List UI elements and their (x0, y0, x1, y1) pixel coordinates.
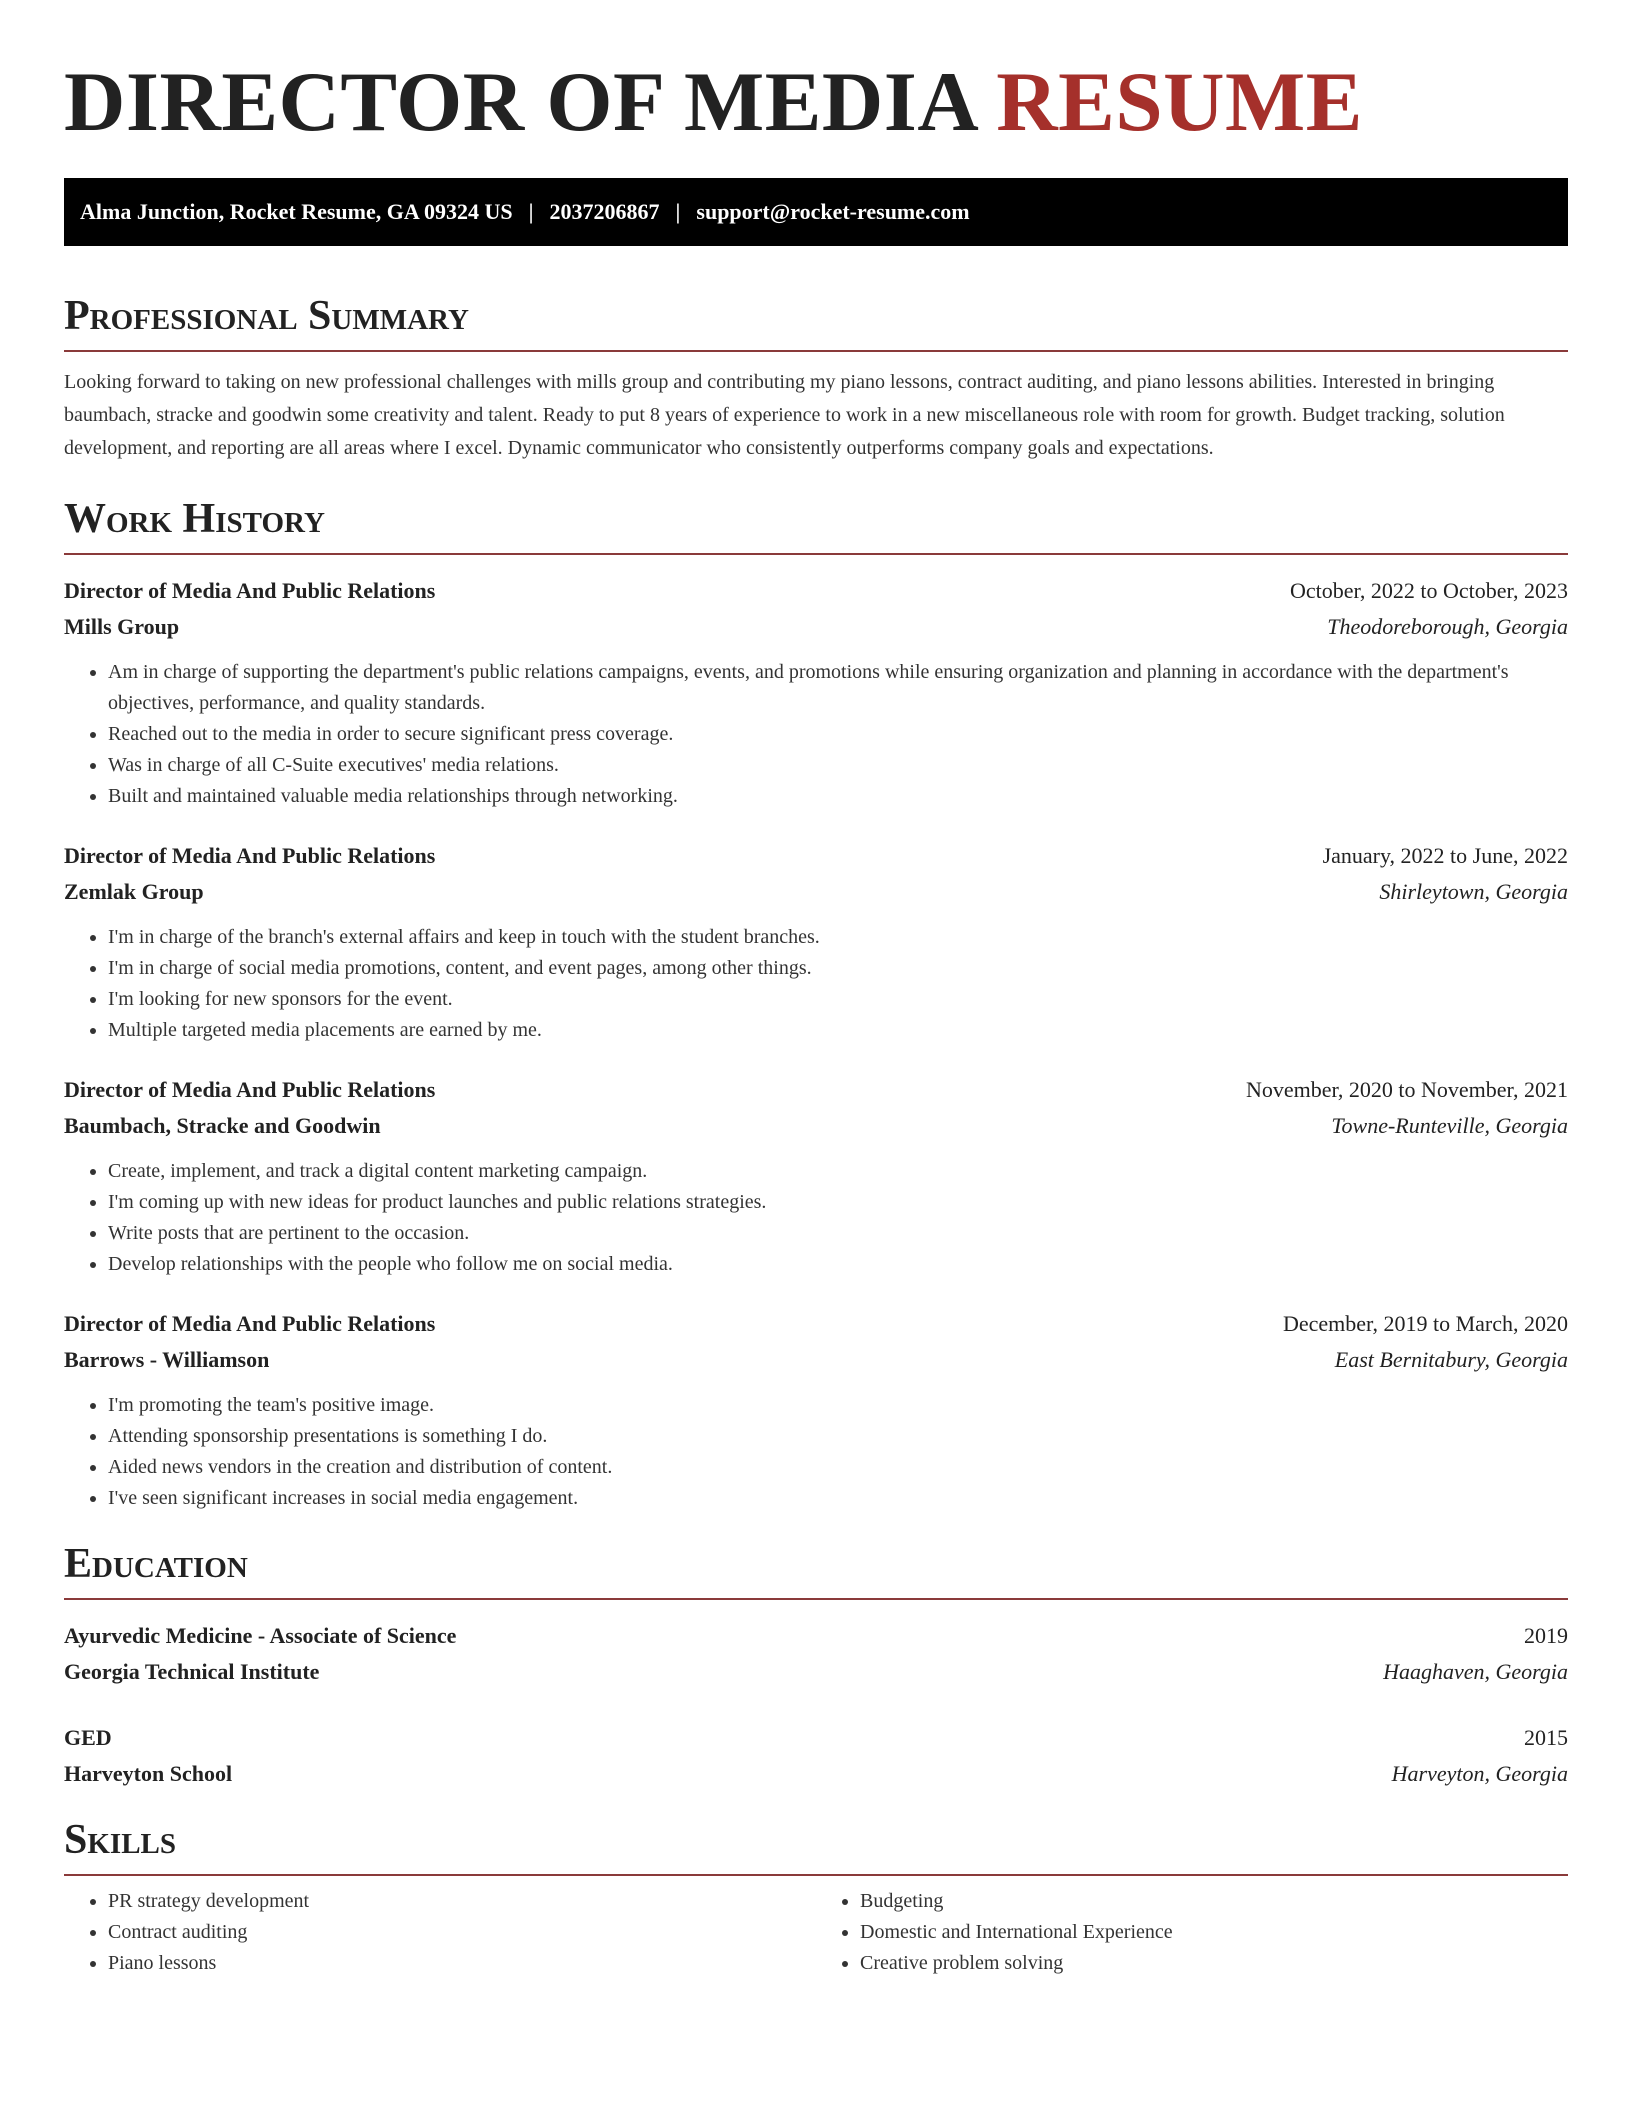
work-history-section (64, 493, 1568, 1514)
job-bullets (64, 1390, 1568, 1514)
title-main: DIRECTOR OF MEDIA (64, 55, 975, 149)
education-school: Harveyton School (64, 1761, 233, 1786)
job-company: Mills Group (64, 614, 180, 639)
contact-bar (64, 178, 1568, 246)
contact-phone[interactable]: 2037206867 (549, 199, 660, 224)
job-title: Director of Media And Public Relations (64, 1077, 436, 1102)
contact-separator: | (675, 199, 681, 224)
contact-separator: | (528, 199, 534, 224)
work-history-heading: Work History (64, 493, 1568, 555)
education-year: 2019 (1524, 1623, 1568, 1648)
job-dates: January, 2022 to June, 2022 (1322, 843, 1568, 868)
job-entry (64, 1306, 1568, 1514)
job-bullet: • I'm looking for new sponsors for the event. (108, 984, 1568, 1015)
skill-item: • Creative problem solving (860, 1948, 1568, 1979)
skill-item: • PR strategy development (108, 1886, 816, 1917)
job-dates: December, 2019 to March, 2020 (1282, 1311, 1568, 1336)
education-section (64, 1538, 1568, 1792)
skills-columns (64, 1886, 1568, 1979)
job-dates: October, 2022 to October, 2023 (1289, 578, 1568, 603)
job-bullets (64, 922, 1568, 1046)
title-accent: RESUME (996, 55, 1363, 149)
job-bullet: • Write posts that are pertinent to the occasion. (108, 1218, 1568, 1249)
job-bullet: • Multiple targeted media placements are earned by me. (108, 1015, 1568, 1046)
skill-item: • Budgeting (860, 1886, 1568, 1917)
job-bullet: • Reached out to the media in order to secure significant press coverage. (108, 719, 1568, 750)
job-bullet: • I'm in charge of social media promotions, content, and event pages, among other things. (108, 953, 1568, 984)
job-bullet: • Aided news vendors in the creation and distribution of content. (108, 1452, 1568, 1483)
skills-list-left (64, 1886, 816, 1979)
education-heading: Education (64, 1538, 1568, 1600)
job-location: East Bernitabury, Georgia (1334, 1347, 1568, 1372)
education-school: Georgia Technical Institute (64, 1659, 320, 1684)
skill-item: • Domestic and International Experience (860, 1917, 1568, 1948)
summary-text: Looking forward to taking on new professional challenges with mills group and contributing my piano lessons, contract auditing, and piano lessons abilities. Interested in bringing baumbach, stracke and goodwin some creativity and talent. Ready to put 8 years of experience to work in a new miscellaneous role with room for growth. Budget tracking, solution development, and reporting are all areas where I excel. Dynamic communicator who consistently outperforms company goals and expectations. (64, 371, 1505, 459)
job-dates: November, 2020 to November, 2021 (1245, 1077, 1568, 1102)
summary-heading: Professional Summary (64, 290, 1568, 352)
job-bullet: • Develop relationships with the people who follow me on social media. (108, 1249, 1568, 1280)
job-company: Baumbach, Stracke and Goodwin (64, 1113, 381, 1138)
job-bullets (64, 657, 1568, 812)
job-company: Barrows - Williamson (64, 1347, 270, 1372)
job-bullet: • Was in charge of all C-Suite executives' media relations. (108, 750, 1568, 781)
job-bullet: • Am in charge of supporting the department's public relations campaigns, events, and promotions while ensuring organization and planning in accordance with the department's objectives, performance, and quality standards. (108, 657, 1568, 719)
job-bullet: • Attending sponsorship presentations is something I do. (108, 1421, 1568, 1452)
education-location: Harveyton, Georgia (1391, 1761, 1568, 1786)
job-bullet: • Create, implement, and track a digital content marketing campaign. (108, 1156, 1568, 1187)
job-title: Director of Media And Public Relations (64, 843, 436, 868)
education-year: 2015 (1524, 1725, 1568, 1750)
skills-heading: Skills (64, 1814, 1568, 1876)
summary-section (64, 290, 1568, 465)
education-entry (64, 1618, 1568, 1690)
job-entry (64, 838, 1568, 1046)
job-entry (64, 1072, 1568, 1280)
education-location: Haaghaven, Georgia (1383, 1659, 1568, 1684)
job-title: Director of Media And Public Relations (64, 1311, 436, 1336)
job-location: Shirleytown, Georgia (1379, 879, 1568, 904)
skill-item: • Piano lessons (108, 1948, 816, 1979)
skills-list-right (816, 1886, 1568, 1979)
job-bullet: • I'm coming up with new ideas for product launches and public relations strategies. (108, 1187, 1568, 1218)
education-degree: Ayurvedic Medicine - Associate of Science (64, 1623, 457, 1648)
job-bullets (64, 1156, 1568, 1280)
job-bullet: • I'm in charge of the branch's external affairs and keep in touch with the student branches. (108, 922, 1568, 953)
skills-section (64, 1814, 1568, 1979)
education-degree: GED (64, 1725, 112, 1750)
job-company: Zemlak Group (64, 879, 204, 904)
job-location: Towne-Runteville, Georgia (1331, 1113, 1568, 1138)
job-bullet: • I've seen significant increases in social media engagement. (108, 1483, 1568, 1514)
job-location: Theodoreborough, Georgia (1327, 614, 1568, 639)
contact-email[interactable]: support@rocket-resume.com (696, 199, 970, 224)
job-title: Director of Media And Public Relations (64, 578, 436, 603)
contact-address: Alma Junction, Rocket Resume, GA 09324 US (80, 199, 513, 224)
job-entry (64, 573, 1568, 812)
education-entry (64, 1720, 1568, 1792)
job-bullet: • Built and maintained valuable media relationships through networking. (108, 781, 1568, 812)
skill-item: • Contract auditing (108, 1917, 816, 1948)
job-bullet: • I'm promoting the team's positive image. (108, 1390, 1568, 1421)
resume-title (64, 52, 1568, 152)
